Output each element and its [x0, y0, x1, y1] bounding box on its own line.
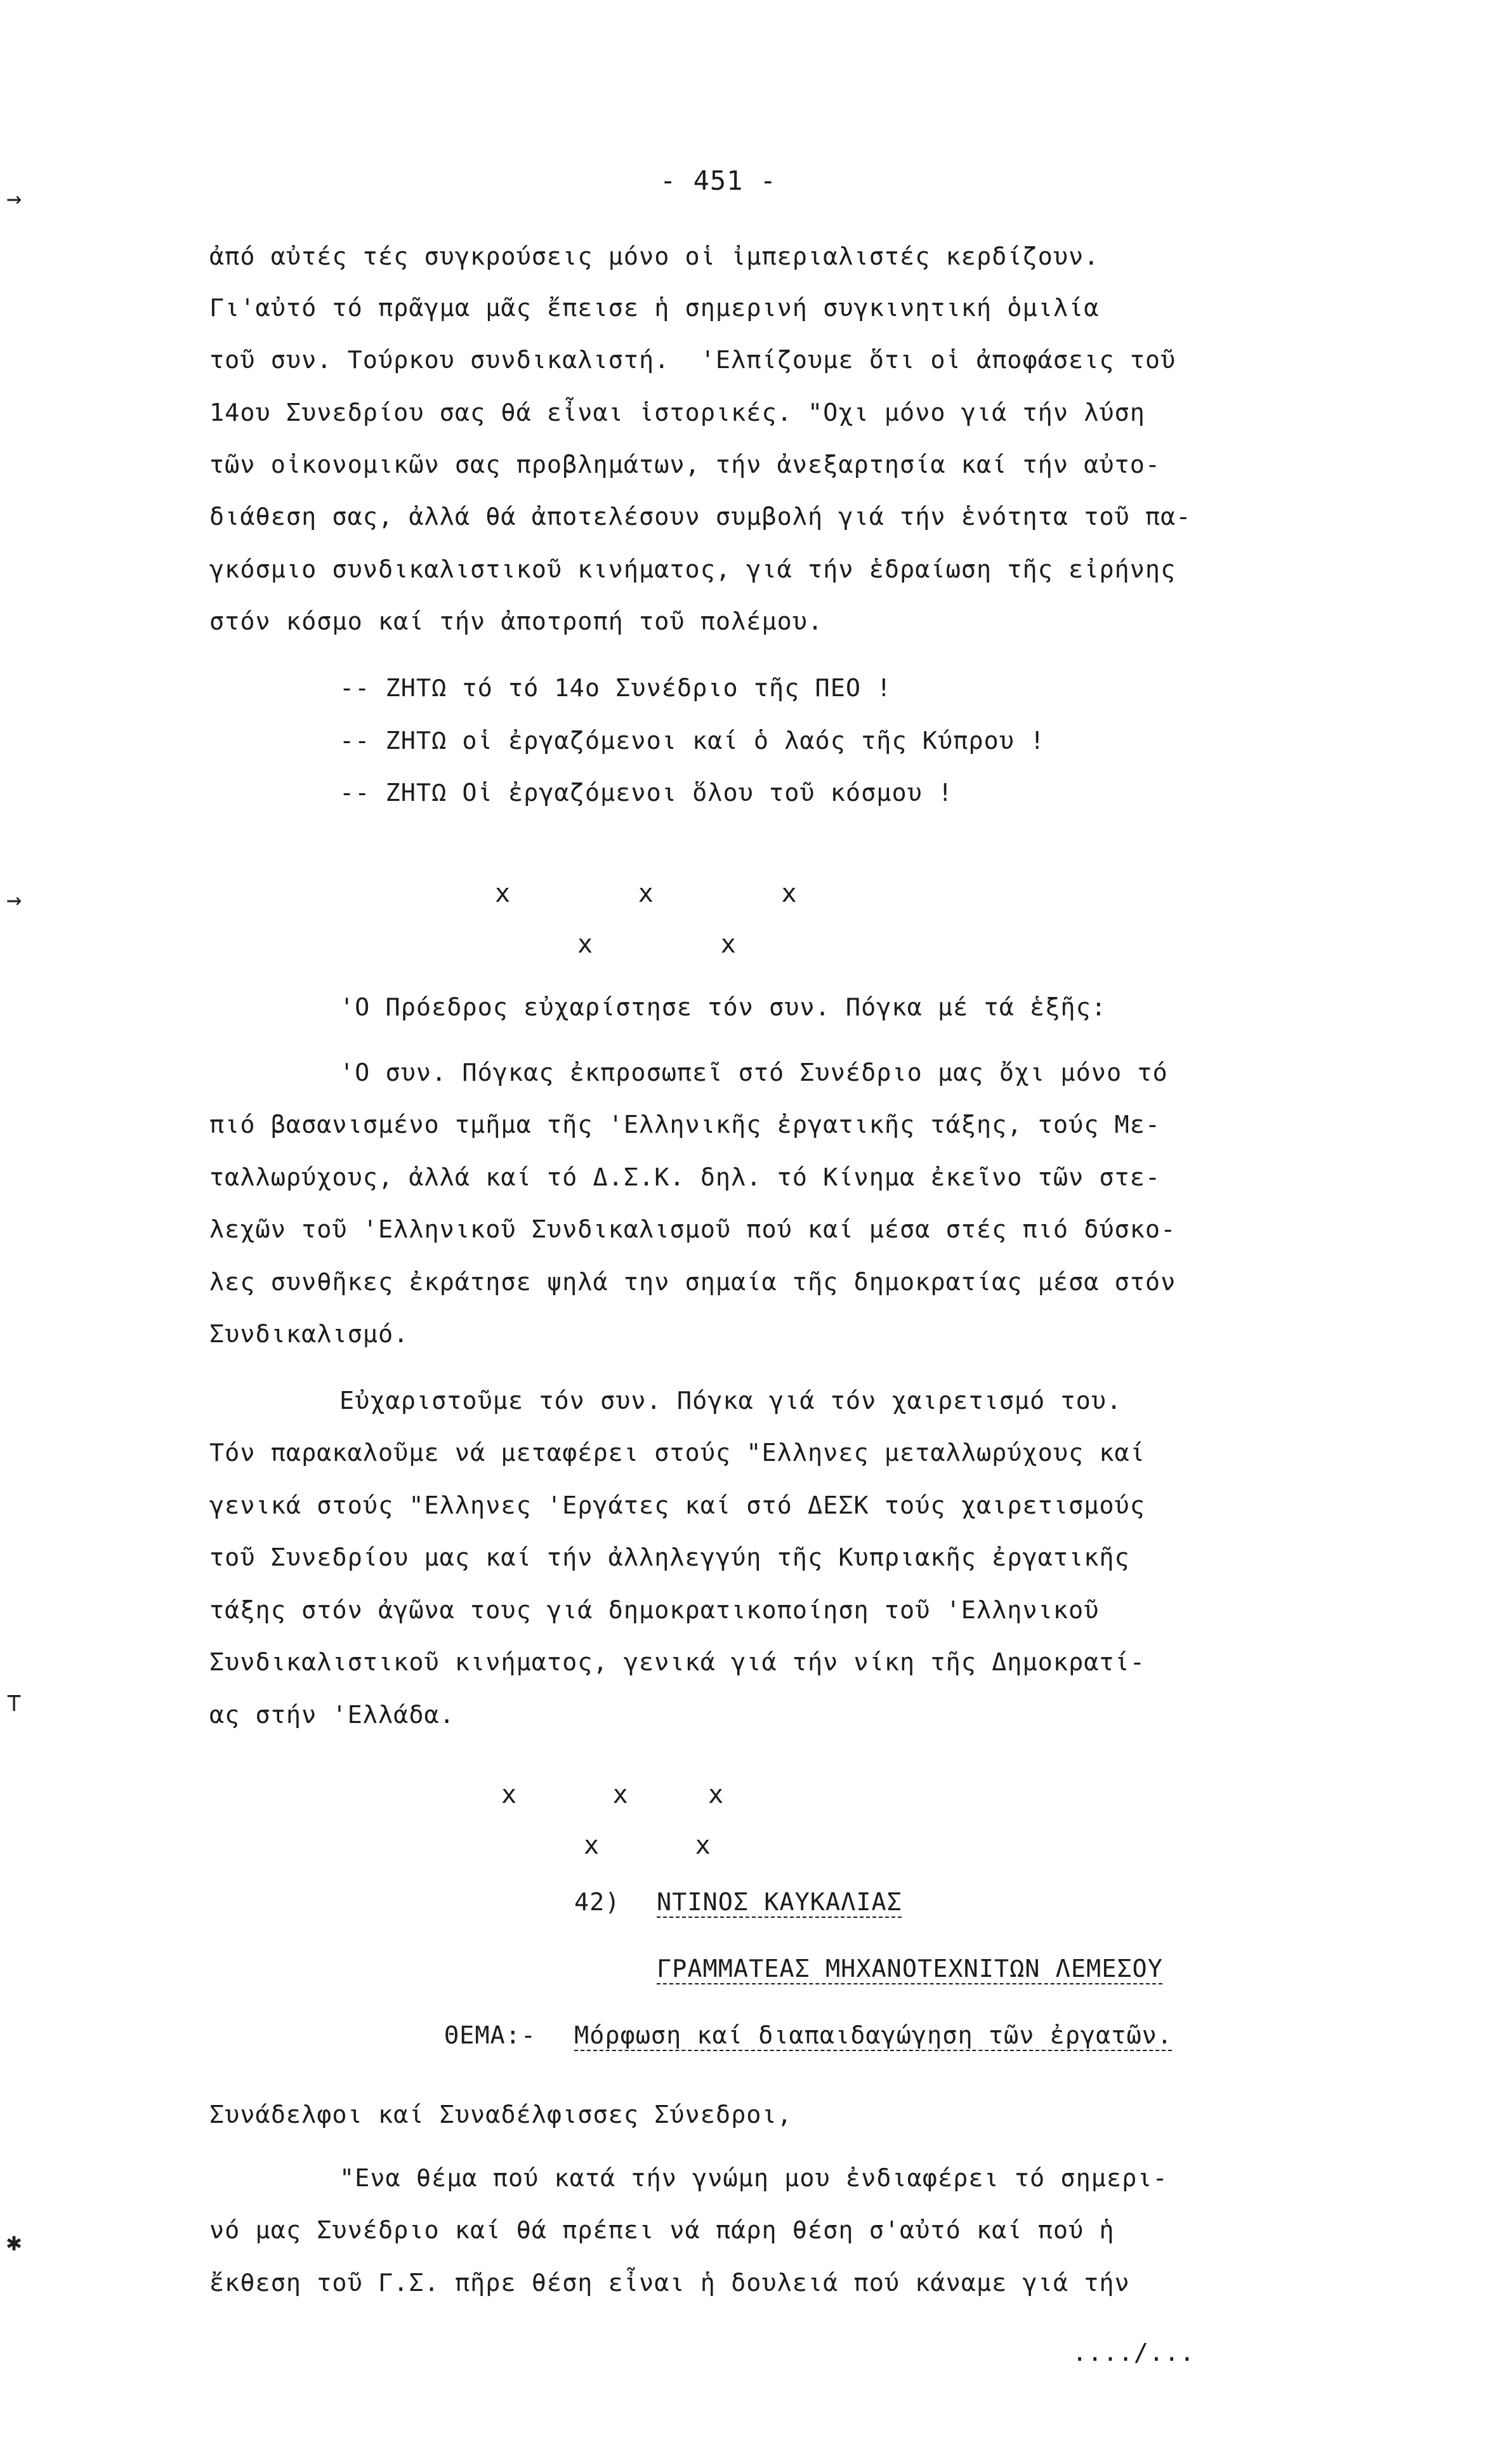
text-line: ταλλωρύχους, ἀλλά καί τό Δ.Σ.Κ. δηλ. τό Κίνημα ἐκεῖνο τῶν στε- — [209, 1163, 1161, 1192]
margin-mark: → — [6, 885, 22, 914]
text-line: πιό βασανισμένο τμῆμα τῆς 'Ελληνικῆς ἐργατικῆς τάξης, τούς Με- — [209, 1111, 1161, 1139]
text-line: λεχῶν τοῦ 'Ελληνικοῦ Συνδικαλισμοῦ πού καί μέσα στές πιό δύσκο- — [209, 1215, 1176, 1244]
text-line: ἀπό αὐτές τές συγκρούσεις μόνο οἱ ἰμπεριαλιστές κερδίζουν. — [209, 242, 1100, 271]
text-line: ας στήν 'Ελλάδα. — [209, 1701, 455, 1729]
text-line: τοῦ Συνεδρίου μας καί τήν ἀλληλεγγύη τῆς Κυπριακῆς ἐργατικῆς — [209, 1543, 1130, 1572]
text-line: Γι'αὐτό τό πρᾶγμα μᾶς ἔπεισε ἡ σημερινή συγκινητική ὁμιλία — [209, 294, 1100, 322]
text-line: Τόν παρακαλοῦμε νά μεταφέρει στούς "Ελληνες μεταλλωρύχους καί — [209, 1439, 1145, 1467]
speaker-name: ΝΤΙΝΟΣ ΚΑΥΚΑΛΙΑΣ — [657, 1888, 902, 1917]
margin-mark: ⊤ — [6, 1688, 22, 1717]
text-line: τοῦ συν. Τούρκου συνδικαλιστή. 'Ελπίζουμε ὅτι οἱ ἀποφάσεις τοῦ — [209, 346, 1176, 374]
page-number: - 451 - — [660, 165, 777, 196]
margin-mark: ✱ — [6, 2228, 22, 2257]
salutation: Συνάδελφοι καί Συναδέλφισσες Σύνεδροι, — [209, 2101, 792, 2129]
text-line: Εὐχαριστοῦμε τόν συν. Πόγκα γιά τόν χαιρετισμό του. — [339, 1387, 1122, 1415]
text-line: Συνδικαλισμό. — [209, 1320, 409, 1349]
topic-label: ΘΕΜΑ:- — [444, 2021, 537, 2050]
text-line: λες συνθῆκες ἐκράτησε ψηλά την σημαία τῆς δημοκρατίας μέσα στόν — [209, 1268, 1176, 1297]
text-line: τῶν οἰκονομικῶν σας προβλημάτων, τήν ἀνεξαρτησία καί τήν αὐτο- — [209, 451, 1161, 479]
separator-marks: x x — [584, 1831, 711, 1860]
topic-text: Μόρφωση καί διαπαιδαγώγηση τῶν ἐργατῶν. — [574, 2021, 1173, 2050]
text-line: στόν κόσμο καί τήν ἀποτροπή τοῦ πολέμου. — [209, 607, 824, 636]
slogan-line: -- ΖΗΤΩ τό τό 14ο Συνέδριο τῆς ΠΕΟ ! — [339, 674, 892, 703]
text-line: 'Ο συν. Πόγκας ἐκπροσωπεῖ στό Συνέδριο μας ὄχι μόνο τό — [339, 1059, 1168, 1087]
text-line: Συνδικαλιστικοῦ κινήματος, γενικά γιά τήν νίκη τῆς Δημοκρατί- — [209, 1648, 1145, 1677]
text-line: γκόσμιο συνδικαλιστικοῦ κινήματος, γιά τήν ἑδραίωση τῆς εἰρήνης — [209, 555, 1176, 584]
continuation-marker: ..../... — [1072, 2339, 1195, 2367]
separator-marks: x x x — [495, 879, 798, 908]
text-line: 14ου Συνεδρίου σας θά εἶναι ἱστορικές. "Οχι μόνο γιά τήν λύση — [209, 399, 1145, 427]
separator-marks: x x — [577, 930, 737, 959]
speaker-role: ΓΡΑΜΜΑΤΕΑΣ ΜΗΧΑΝΟΤΕΧΝΙΤΩΝ ΛΕΜΕΣΟΥ — [657, 1955, 1163, 1983]
slogan-line: -- ΖΗΤΩ οἱ ἐργαζόμενοι καί ὁ λαός τῆς Κύπρου ! — [339, 727, 1046, 755]
text-line: "Ενα θέμα πού κατά τήν γνώμη μου ἐνδιαφέρει τό σημερι- — [339, 2164, 1168, 2193]
text-line: νό μας Συνέδριο καί θά πρέπει νά πάρη θέση σ'αὐτό καί πού ἡ — [209, 2216, 1115, 2245]
slogan-line: -- ΖΗΤΩ Οἱ ἐργαζόμενοι ὅλου τοῦ κόσμου ! — [339, 779, 954, 807]
margin-mark: → — [6, 184, 22, 213]
text-line: διάθεση σας, ἀλλά θά ἀποτελέσουν συμβολή γιά τήν ἑνότητα τοῦ πα- — [209, 503, 1192, 531]
speaker-number: 42) — [574, 1888, 621, 1917]
separator-marks: x x x — [501, 1780, 725, 1809]
text-line: τάξης στόν ἀγῶνα τους γιά δημοκρατικοποίηση τοῦ 'Ελληνικοῦ — [209, 1596, 1100, 1625]
text-line: 'Ο Πρόεδρος εὐχαρίστησε τόν συν. Πόγκα μέ τά ἑξῆς: — [339, 993, 1107, 1022]
text-line: ἔκθεση τοῦ Γ.Σ. πῆρε θέση εἶναι ἡ δουλειά πού κάναμε γιά τήν — [209, 2269, 1130, 2297]
text-line: γενικά στούς "Ελληνες 'Εργάτες καί στό ΔΕΣΚ τούς χαιρετισμούς — [209, 1491, 1145, 1520]
